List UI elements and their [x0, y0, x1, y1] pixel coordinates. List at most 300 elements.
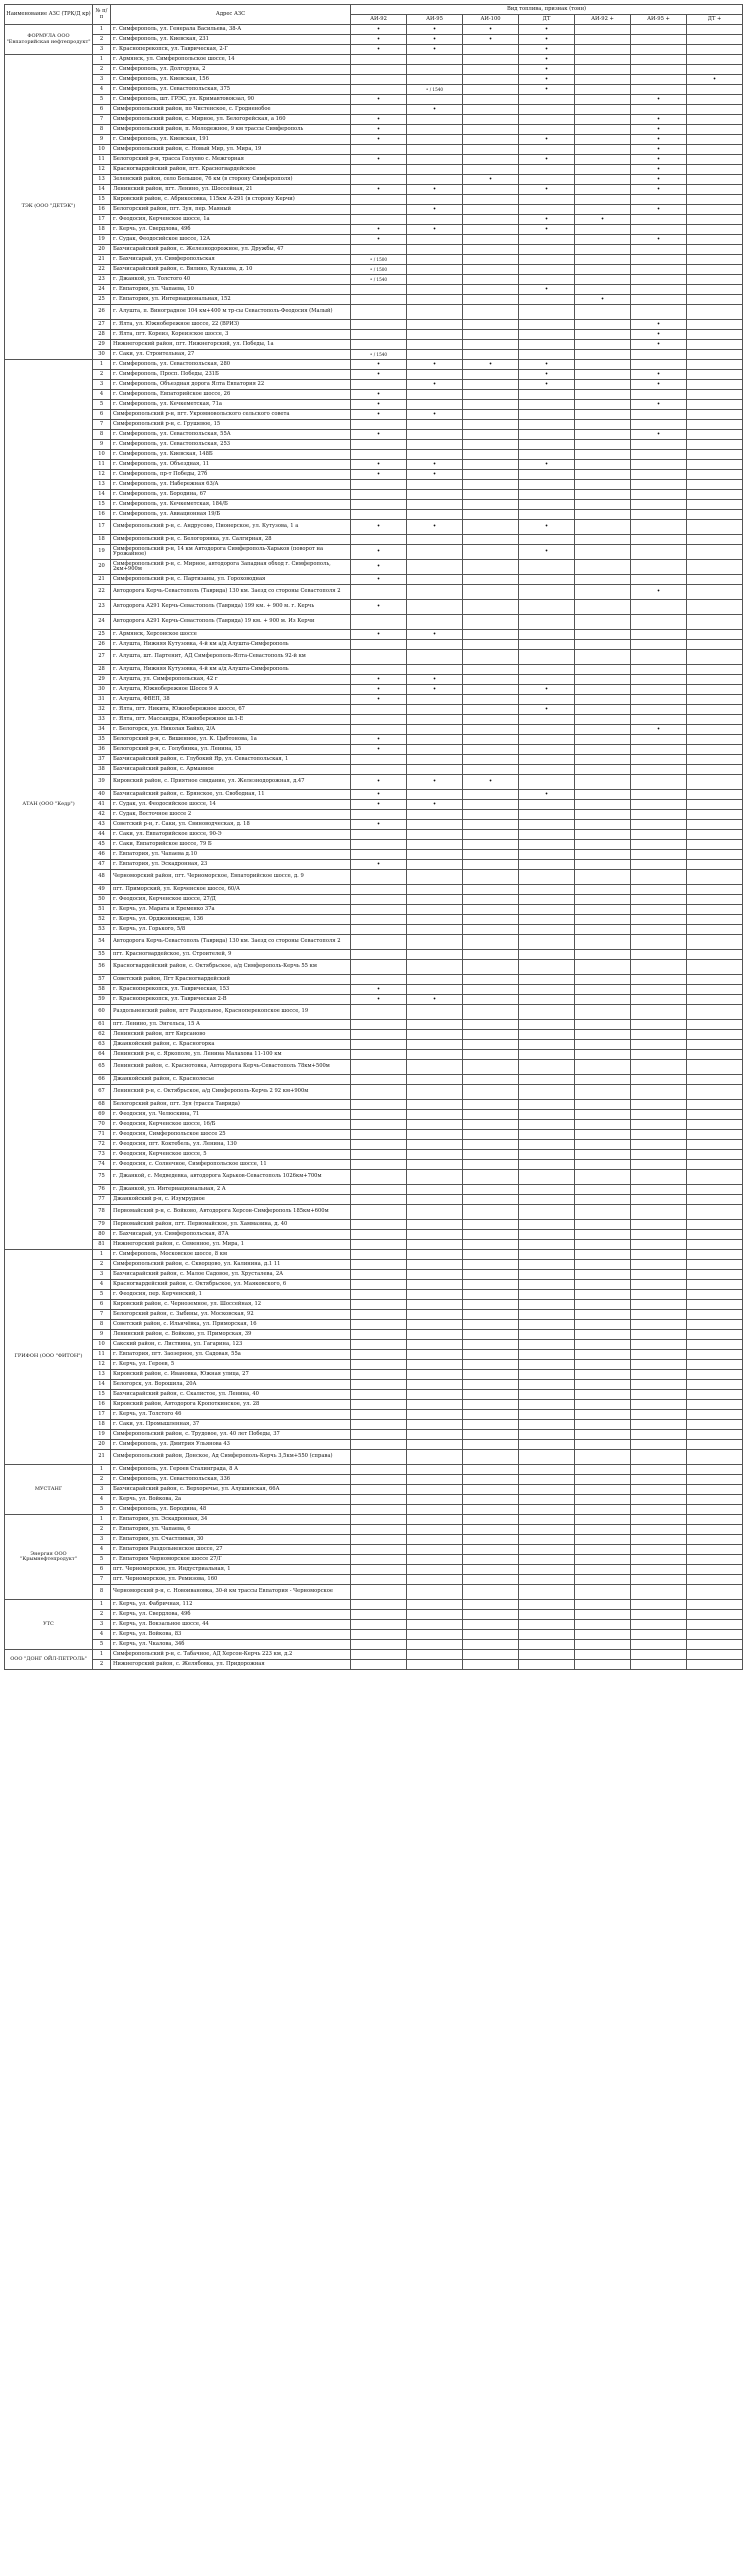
fuel-cell: [463, 255, 519, 265]
fuel-cell: [687, 285, 743, 295]
row-number: 15: [93, 195, 111, 205]
fuel-cell: •: [631, 115, 687, 125]
fuel-cell: [631, 1620, 687, 1630]
fuel-cell: [519, 695, 575, 705]
fuel-cell: [463, 1040, 519, 1050]
fuel-cell: [575, 1005, 631, 1020]
fuel-cell: [463, 105, 519, 115]
fuel-cell: [351, 915, 407, 925]
fuel-cell: [407, 640, 463, 650]
fuel-cell: [687, 1610, 743, 1620]
fuel-cell: •: [631, 165, 687, 175]
row-number: 5: [93, 1290, 111, 1300]
fuel-cell: [687, 545, 743, 560]
fuel-cell: [351, 175, 407, 185]
table-row: [5, 1300, 743, 1310]
row-number: 3: [93, 1535, 111, 1545]
fuel-cell: [687, 870, 743, 885]
fuel-cell: [687, 1160, 743, 1170]
fuel-cell: [463, 55, 519, 65]
fuel-cell: [407, 125, 463, 135]
fuel-cell: [575, 745, 631, 755]
fuel-cell: [463, 320, 519, 330]
fuel-cell: •: [631, 145, 687, 155]
station-address: Кировский район, Автодорога Кропоткинское, ул. 28: [111, 1400, 351, 1410]
fuel-cell: •: [519, 215, 575, 225]
row-number: 37: [93, 755, 111, 765]
fuel-cell: •: [351, 225, 407, 235]
table-row: [5, 1350, 743, 1360]
fuel-cell: [575, 535, 631, 545]
fuel-cell: [463, 1140, 519, 1150]
table-row: [5, 585, 743, 600]
fuel-cell: [687, 225, 743, 235]
fuel-cell: [575, 705, 631, 715]
fuel-cell: •: [407, 675, 463, 685]
fuel-cell: [687, 1060, 743, 1075]
fuel-cell: [463, 1205, 519, 1220]
fuel-cell: [351, 1420, 407, 1430]
fuel-cell: [351, 1005, 407, 1020]
fuel-cell: [631, 735, 687, 745]
fuel-cell: [631, 480, 687, 490]
fuel-cell: [687, 1525, 743, 1535]
fuel-cell: [519, 1250, 575, 1260]
row-number: 13: [93, 175, 111, 185]
fuel-cell: [575, 1545, 631, 1555]
fuel-cell: [463, 685, 519, 695]
table-row: [5, 1290, 743, 1300]
table-row: [5, 1170, 743, 1185]
table-row: [5, 1320, 743, 1330]
fuel-cell: [351, 215, 407, 225]
fuel-cell: [463, 1085, 519, 1100]
fuel-cell: [631, 1420, 687, 1430]
fuel-cell: [687, 350, 743, 360]
fuel-cell: [351, 895, 407, 905]
fuel-cell: •: [407, 105, 463, 115]
fuel-cell: [519, 960, 575, 975]
fuel-cell: [351, 1485, 407, 1495]
fuel-cell: [631, 55, 687, 65]
fuel-cell: [519, 585, 575, 600]
fuel-cell: [463, 215, 519, 225]
fuel-cell: [351, 1400, 407, 1410]
fuel-cell: [407, 430, 463, 440]
fuel-cell: •: [519, 685, 575, 695]
fuel-cell: [575, 1250, 631, 1260]
station-address: г. Феодосия, с. Солнечное, Симферопольское шоссе, 11: [111, 1160, 351, 1170]
row-number: 11: [93, 460, 111, 470]
fuel-cell: [575, 1290, 631, 1300]
table-row: [5, 410, 743, 420]
table-row: [5, 630, 743, 640]
fuel-cell: •: [351, 360, 407, 370]
fuel-cell: [407, 985, 463, 995]
fuel-cell: [575, 520, 631, 535]
fuel-cell: [351, 585, 407, 600]
fuel-cell: [463, 1320, 519, 1330]
fuel-cell: [463, 895, 519, 905]
fuel-cell: [631, 1600, 687, 1610]
row-number: 71: [93, 1130, 111, 1140]
fuel-cell: [463, 1600, 519, 1610]
fuel-cell: [463, 1370, 519, 1380]
table-header: [5, 5, 743, 25]
fuel-cell: •: [519, 85, 575, 95]
fuel-cell: [687, 420, 743, 430]
table-row: [5, 1120, 743, 1130]
fuel-cell: [575, 1630, 631, 1640]
fuel-cell: [407, 715, 463, 725]
fuel-cell: [463, 430, 519, 440]
fuel-cell: [687, 860, 743, 870]
fuel-cell: [687, 1630, 743, 1640]
fuel-cell: [631, 1650, 687, 1660]
fuel-cell: [575, 960, 631, 975]
station-address: г. Джанкой, с. Медведевка, автодорога Харьков-Севастополь 1026км+700м: [111, 1170, 351, 1185]
fuel-cell: [575, 545, 631, 560]
fuel-cell: [575, 430, 631, 440]
fuel-cell: [575, 1440, 631, 1450]
station-address: г. Белогорск, ул. Николая Байко, 2/А: [111, 725, 351, 735]
table-row: [5, 1205, 743, 1220]
operator-name: Энергия ООО "Крымнефтепродукт": [5, 1515, 93, 1600]
table-row: [5, 1585, 743, 1600]
row-number: 63: [93, 1040, 111, 1050]
fuel-cell: [575, 400, 631, 410]
fuel-cell: [687, 985, 743, 995]
table-row: [5, 380, 743, 390]
fuel-cell: [463, 410, 519, 420]
fuel-cell: [687, 1640, 743, 1650]
station-address: г. Симферополь, Просп. Победы, 231Б: [111, 370, 351, 380]
fuel-cell: [351, 1545, 407, 1555]
fuel-cell: [407, 95, 463, 105]
fuel-cell: [351, 1050, 407, 1060]
fuel-cell: [687, 470, 743, 480]
fuel-cell: [407, 765, 463, 775]
row-number: 1: [93, 1650, 111, 1660]
fuel-cell: [407, 725, 463, 735]
fuel-cell: [575, 905, 631, 915]
fuel-cell: [575, 1040, 631, 1050]
fuel-cell: [351, 420, 407, 430]
fuel-cell: [687, 305, 743, 320]
row-number: 8: [93, 430, 111, 440]
row-number: 3: [93, 45, 111, 55]
fuel-cell: [519, 490, 575, 500]
row-number: 80: [93, 1230, 111, 1240]
table-row: [5, 1495, 743, 1505]
fuel-cell: [519, 915, 575, 925]
row-number: 12: [93, 470, 111, 480]
fuel-cell: •: [519, 155, 575, 165]
table-row: [5, 1575, 743, 1585]
fuel-cell: [631, 1475, 687, 1485]
fuel-cell: [519, 1330, 575, 1340]
fuel-cell: • / 1500: [351, 265, 407, 275]
table-row: [5, 615, 743, 630]
fuel-cell: [687, 535, 743, 545]
row-number: 18: [93, 225, 111, 235]
fuel-cell: [687, 115, 743, 125]
station-address: пгт. Приморский, ул. Керченское шоссе, 60/А: [111, 885, 351, 895]
fuel-cell: [351, 105, 407, 115]
fuel-cell: [575, 925, 631, 935]
station-address: Симферопольский р-н, пгт. Укромновольского сельского совета: [111, 410, 351, 420]
fuel-cell: [687, 1050, 743, 1060]
fuel-cell: [407, 1640, 463, 1650]
station-address: Бахчисарайский район, с. Арманное: [111, 765, 351, 775]
table-row: [5, 675, 743, 685]
fuel-cell: [351, 1380, 407, 1390]
fuel-cell: [519, 1565, 575, 1575]
table-row: [5, 420, 743, 430]
fuel-cell: [687, 790, 743, 800]
fuel-cell: [351, 1525, 407, 1535]
fuel-cell: [575, 1660, 631, 1670]
fuel-cell: [631, 1370, 687, 1380]
station-address: Советский р-н, г. Саки, ул. Свиноводческая, д. 18: [111, 820, 351, 830]
fuel-cell: [463, 800, 519, 810]
row-number: 4: [93, 1545, 111, 1555]
header-fuel-5: АИ-95 +: [631, 15, 687, 25]
table-row: [5, 1620, 743, 1630]
fuel-cell: [687, 1240, 743, 1250]
fuel-cell: [687, 1320, 743, 1330]
fuel-cell: •: [519, 790, 575, 800]
fuel-cell: [463, 65, 519, 75]
fuel-cell: •: [351, 470, 407, 480]
fuel-cell: [351, 885, 407, 895]
table-row: [5, 870, 743, 885]
fuel-cell: [687, 995, 743, 1005]
fuel-cell: [687, 1430, 743, 1440]
fuel-cell: [631, 1485, 687, 1495]
table-row: [5, 1050, 743, 1060]
row-number: 14: [93, 1380, 111, 1390]
fuel-cell: [687, 1370, 743, 1380]
station-address: Ленинский район, с. Войково, ул. Приморская, 39: [111, 1330, 351, 1340]
row-number: 56: [93, 960, 111, 975]
fuel-cell: [463, 870, 519, 885]
table-row: [5, 1280, 743, 1290]
fuel-cell: [575, 735, 631, 745]
fuel-cell: [631, 675, 687, 685]
fuel-cell: [575, 790, 631, 800]
fuel-cell: [575, 985, 631, 995]
row-number: 21: [93, 575, 111, 585]
fuel-cell: [687, 695, 743, 705]
fuel-cell: •: [407, 35, 463, 45]
fuel-cell: •: [463, 175, 519, 185]
fuel-cell: [631, 275, 687, 285]
fuel-cell: [575, 1410, 631, 1420]
fuel-cell: [519, 1270, 575, 1280]
fuel-cell: [463, 460, 519, 470]
fuel-cell: [575, 165, 631, 175]
fuel-cell: [463, 1160, 519, 1170]
fuel-cell: [687, 1535, 743, 1545]
fuel-cell: [631, 360, 687, 370]
station-address: Симферопольский район, Донское, Ад Симферополь-Керчь 3,5км+550 (справа): [111, 1450, 351, 1465]
fuel-cell: [463, 1450, 519, 1465]
fuel-cell: [351, 1555, 407, 1565]
fuel-cell: [687, 1440, 743, 1450]
fuel-cell: •: [463, 35, 519, 45]
row-number: 13: [93, 1370, 111, 1380]
fuel-cell: [687, 935, 743, 950]
fuel-cell: [463, 765, 519, 775]
row-number: 77: [93, 1195, 111, 1205]
fuel-cell: [575, 765, 631, 775]
fuel-cell: [575, 1525, 631, 1535]
fuel-cell: [631, 1610, 687, 1620]
row-number: 46: [93, 850, 111, 860]
fuel-cell: [575, 330, 631, 340]
table-row: [5, 45, 743, 55]
fuel-cell: [631, 755, 687, 765]
row-number: 5: [93, 95, 111, 105]
fuel-cell: •: [519, 45, 575, 55]
header-fuel-0: АИ-92: [351, 15, 407, 25]
fuel-cell: •: [351, 400, 407, 410]
fuel-cell: [351, 1515, 407, 1525]
fuel-cell: •: [407, 460, 463, 470]
fuel-cell: [351, 765, 407, 775]
row-number: 2: [93, 65, 111, 75]
fuel-cell: [463, 650, 519, 665]
fuel-cell: [519, 1160, 575, 1170]
fuel-cell: [463, 370, 519, 380]
fuel-cell: [407, 535, 463, 545]
fuel-cell: [407, 1420, 463, 1430]
fuel-cell: •: [519, 185, 575, 195]
station-address: Нижнегорский район, с. Желябовка, ул. Придорожная: [111, 1660, 351, 1670]
fuel-cell: [575, 1110, 631, 1120]
fuel-cell: [407, 245, 463, 255]
fuel-cell: [519, 400, 575, 410]
fuel-cell: [519, 925, 575, 935]
fuel-cell: [575, 665, 631, 675]
fuel-cell: [407, 665, 463, 675]
table-row: [5, 245, 743, 255]
row-number: 3: [93, 1270, 111, 1280]
table-row: [5, 320, 743, 330]
fuel-cell: [463, 295, 519, 305]
fuel-cell: [631, 1380, 687, 1390]
fuel-cell: [407, 390, 463, 400]
table-row: [5, 765, 743, 775]
row-number: 25: [93, 295, 111, 305]
fuel-cell: [575, 350, 631, 360]
fuel-cell: [631, 1450, 687, 1465]
station-address: г. Симферополь, ул. Кечкеметская, 184/Б: [111, 500, 351, 510]
table-row: [5, 1260, 743, 1270]
station-address: г. Джанкой, ул. Интернациональная, 2 А: [111, 1185, 351, 1195]
row-number: 7: [93, 1310, 111, 1320]
fuel-cell: [687, 1420, 743, 1430]
table-row: [5, 1545, 743, 1555]
operator-name: ТЭК (ООО "ДЕТЭК"): [5, 55, 93, 360]
fuel-cell: [631, 1005, 687, 1020]
fuel-cell: [519, 410, 575, 420]
station-address: г. Евпатория, ул. Интернациональная, 152: [111, 295, 351, 305]
fuel-cell: [463, 1290, 519, 1300]
station-address: г. Алушта, ФВЕП, 38: [111, 695, 351, 705]
header-address: Адрес АЗС: [111, 5, 351, 25]
row-number: 76: [93, 1185, 111, 1195]
fuel-cell: [351, 1060, 407, 1075]
fuel-cell: [407, 1185, 463, 1195]
station-address: Симферопольский р-н, 14 км Автодорога Симферополь-Харьков (поворот на Урожайное): [111, 545, 351, 560]
station-address: г. Симферополь, ул. Объездная, 11: [111, 460, 351, 470]
fuel-cell: [631, 1150, 687, 1160]
fuel-cell: [407, 1535, 463, 1545]
fuel-cell: [687, 55, 743, 65]
row-number: 36: [93, 745, 111, 755]
station-address: Симферопольский район, п. Молодежное, 9 км трассы Симферополь: [111, 125, 351, 135]
fuel-cell: [407, 255, 463, 265]
fuel-cell: [631, 960, 687, 975]
table-row: [5, 350, 743, 360]
fuel-cell: [631, 1240, 687, 1250]
fuel-cell: •: [519, 705, 575, 715]
fuel-cell: [407, 1170, 463, 1185]
station-address: Джанкойский р-н, с. Изумрудное: [111, 1195, 351, 1205]
station-address: г. Джанкой, ул. Толстого 40: [111, 275, 351, 285]
fuel-cell: [519, 390, 575, 400]
fuel-cell: [687, 1220, 743, 1230]
fuel-cell: [687, 165, 743, 175]
row-number: 2: [93, 1610, 111, 1620]
fuel-cell: •: [407, 205, 463, 215]
fuel-cell: [575, 155, 631, 165]
row-number: 12: [93, 165, 111, 175]
fuel-cell: [631, 1555, 687, 1565]
fuel-cell: [687, 1260, 743, 1270]
fuel-cell: •: [351, 575, 407, 585]
table-row: [5, 820, 743, 830]
row-number: 12: [93, 1360, 111, 1370]
station-address: Белогорский р-н, с. Голубинка, ул. Ленина, 15: [111, 745, 351, 755]
fuel-cell: [463, 1050, 519, 1060]
fuel-cell: [631, 350, 687, 360]
fuel-cell: [575, 75, 631, 85]
fuel-cell: [631, 1050, 687, 1060]
table-row: [5, 1565, 743, 1575]
row-number: 53: [93, 925, 111, 935]
fuel-cell: [351, 320, 407, 330]
fuel-cell: [407, 1410, 463, 1420]
fuel-cell: •: [631, 175, 687, 185]
fuel-cell: [631, 1430, 687, 1440]
table-row: [5, 55, 743, 65]
row-number: 21: [93, 255, 111, 265]
fuel-cell: [407, 1085, 463, 1100]
fuel-cell: [519, 895, 575, 905]
fuel-cell: [631, 1340, 687, 1350]
fuel-cell: [351, 1280, 407, 1290]
fuel-cell: [575, 715, 631, 725]
table-row: [5, 175, 743, 185]
fuel-cell: •: [351, 390, 407, 400]
fuel-cell: [407, 1250, 463, 1260]
station-address: г. Саки, ул. Строительная, 27: [111, 350, 351, 360]
fuel-cell: [631, 1230, 687, 1240]
fuel-cell: [687, 1600, 743, 1610]
